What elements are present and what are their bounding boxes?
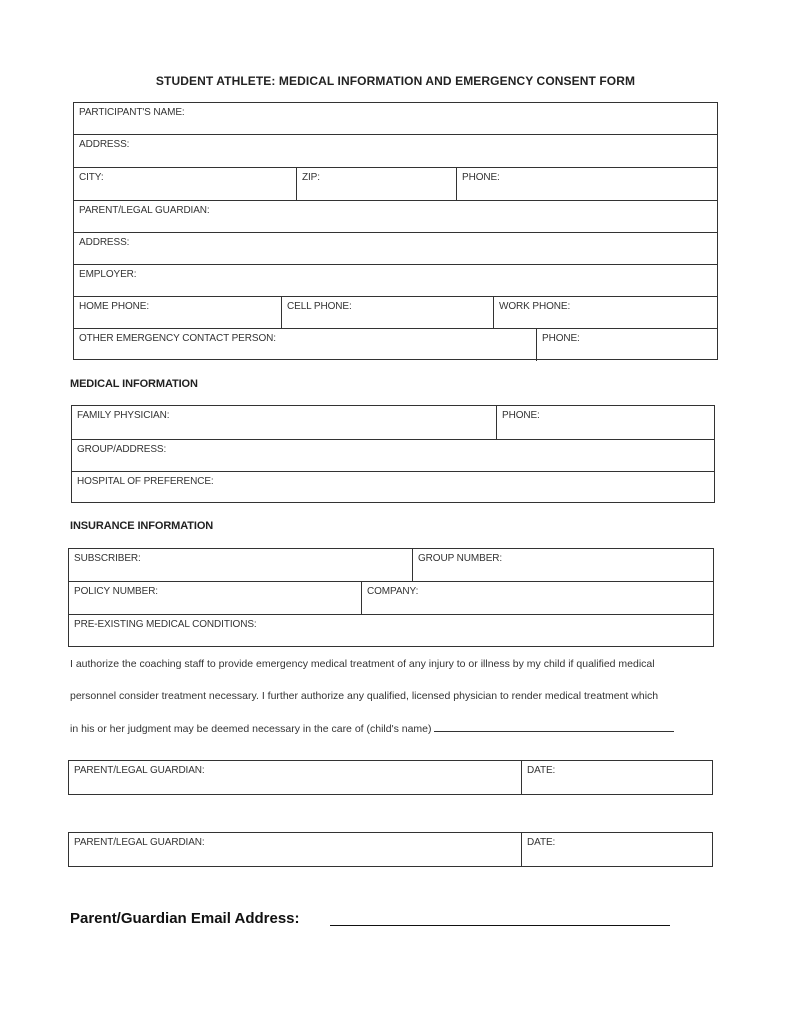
guardian-address-label: ADDRESS: xyxy=(79,237,130,248)
signature-1-guardian-label: PARENT/LEGAL GUARDIAN: xyxy=(74,765,205,776)
zip-label: ZIP: xyxy=(302,172,320,183)
guardian-address-field[interactable] xyxy=(144,247,708,261)
physician-phone-label: PHONE: xyxy=(502,410,540,421)
signature-2-date-field[interactable] xyxy=(532,849,706,863)
home-phone-label: HOME PHONE: xyxy=(79,301,150,312)
subscriber-field[interactable] xyxy=(154,564,408,578)
city-label: CITY: xyxy=(79,172,104,183)
guardian-address-row xyxy=(74,233,717,265)
cell-phone-field[interactable] xyxy=(362,311,491,325)
physician-phone-field[interactable] xyxy=(547,422,711,436)
signature-box-1 xyxy=(68,760,713,795)
participant-address-field[interactable] xyxy=(144,150,708,164)
email-label: Parent/Guardian Email Address: xyxy=(70,910,300,927)
conditions-row xyxy=(69,615,713,648)
consent-line-2: personnel consider treatment necessary. I further authorize any qualified, licensed physician to render medical treatment which xyxy=(70,690,659,702)
subscriber-label: SUBSCRIBER: xyxy=(74,553,141,564)
city-field[interactable] xyxy=(114,183,288,197)
signature-2-date-label: DATE: xyxy=(527,837,556,848)
physician-field[interactable] xyxy=(182,422,491,436)
conditions-label: PRE-EXISTING MEDICAL CONDITIONS: xyxy=(74,619,257,630)
insurance-heading: INSURANCE INFORMATION xyxy=(70,520,214,532)
work-phone-label: WORK PHONE: xyxy=(499,301,571,312)
policy-row xyxy=(69,582,713,615)
group-address-row xyxy=(72,440,714,472)
participant-info-box xyxy=(73,102,718,360)
participant-address-row xyxy=(74,135,717,168)
group-number-label: GROUP NUMBER: xyxy=(418,553,503,564)
work-phone-field[interactable] xyxy=(579,311,713,325)
phones-row xyxy=(74,297,717,329)
hospital-row xyxy=(72,472,714,504)
company-label: COMPANY: xyxy=(367,586,419,597)
employer-row xyxy=(74,265,717,297)
signature-1-date-field[interactable] xyxy=(532,777,706,791)
employer-label: EMPLOYER: xyxy=(79,269,137,280)
city-zip-phone-row xyxy=(74,168,717,201)
signature-1-date-label: DATE: xyxy=(527,765,556,776)
physician-row xyxy=(72,406,714,440)
participant-name-field[interactable] xyxy=(199,117,703,131)
signature-box-2 xyxy=(68,832,713,867)
emergency-phone-field[interactable] xyxy=(587,344,711,358)
phone-label: PHONE: xyxy=(462,172,500,183)
signature-1-guardian-field[interactable] xyxy=(79,777,513,791)
group-address-field[interactable] xyxy=(172,454,706,468)
physician-label: FAMILY PHYSICIAN: xyxy=(77,410,170,421)
signature-2-guardian-label: PARENT/LEGAL GUARDIAN: xyxy=(74,837,205,848)
medical-info-box xyxy=(71,405,715,503)
company-field[interactable] xyxy=(432,597,706,611)
cell-phone-label: CELL PHONE: xyxy=(287,301,352,312)
medical-heading: MEDICAL INFORMATION xyxy=(70,378,198,390)
emergency-contact-field[interactable] xyxy=(289,344,533,358)
participant-address-label: ADDRESS: xyxy=(79,139,130,150)
form-title: STUDENT ATHLETE: MEDICAL INFORMATION AND EMERGENCY CONSENT FORM xyxy=(155,74,636,88)
participant-name-label: PARTICIPANT'S NAME: xyxy=(79,107,185,118)
guardian-field[interactable] xyxy=(224,215,708,229)
guardian-row xyxy=(74,201,717,233)
home-phone-field[interactable] xyxy=(159,311,278,325)
consent-line-3-text: in his or her judgment may be deemed necessary in the care of (child's name) xyxy=(70,723,432,735)
email-line[interactable] xyxy=(330,925,670,926)
hospital-label: HOSPITAL OF PREFERENCE: xyxy=(77,476,214,487)
group-number-field[interactable] xyxy=(513,564,707,578)
guardian-label: PARENT/LEGAL GUARDIAN: xyxy=(79,205,210,216)
phone-field[interactable] xyxy=(507,183,711,197)
emergency-contact-row xyxy=(74,329,717,361)
emergency-phone-label: PHONE: xyxy=(542,333,580,344)
policy-number-label: POLICY NUMBER: xyxy=(74,586,158,597)
policy-number-field[interactable] xyxy=(169,597,358,611)
child-name-blank[interactable] xyxy=(434,721,674,732)
subscriber-row xyxy=(69,549,713,582)
zip-field[interactable] xyxy=(327,183,451,197)
employer-field[interactable] xyxy=(149,279,708,293)
hospital-field[interactable] xyxy=(222,487,706,501)
signature-2-guardian-field[interactable] xyxy=(79,849,513,863)
consent-line-3 xyxy=(70,721,730,736)
conditions-field[interactable] xyxy=(274,631,703,645)
insurance-info-box xyxy=(68,548,714,647)
consent-line-1: I authorize the coaching staff to provide emergency medical treatment of any injury to or illness by my child if qualified medical xyxy=(70,658,655,670)
emergency-contact-label: OTHER EMERGENCY CONTACT PERSON: xyxy=(79,333,276,344)
participant-name-row xyxy=(74,103,717,135)
group-address-label: GROUP/ADDRESS: xyxy=(77,444,167,455)
